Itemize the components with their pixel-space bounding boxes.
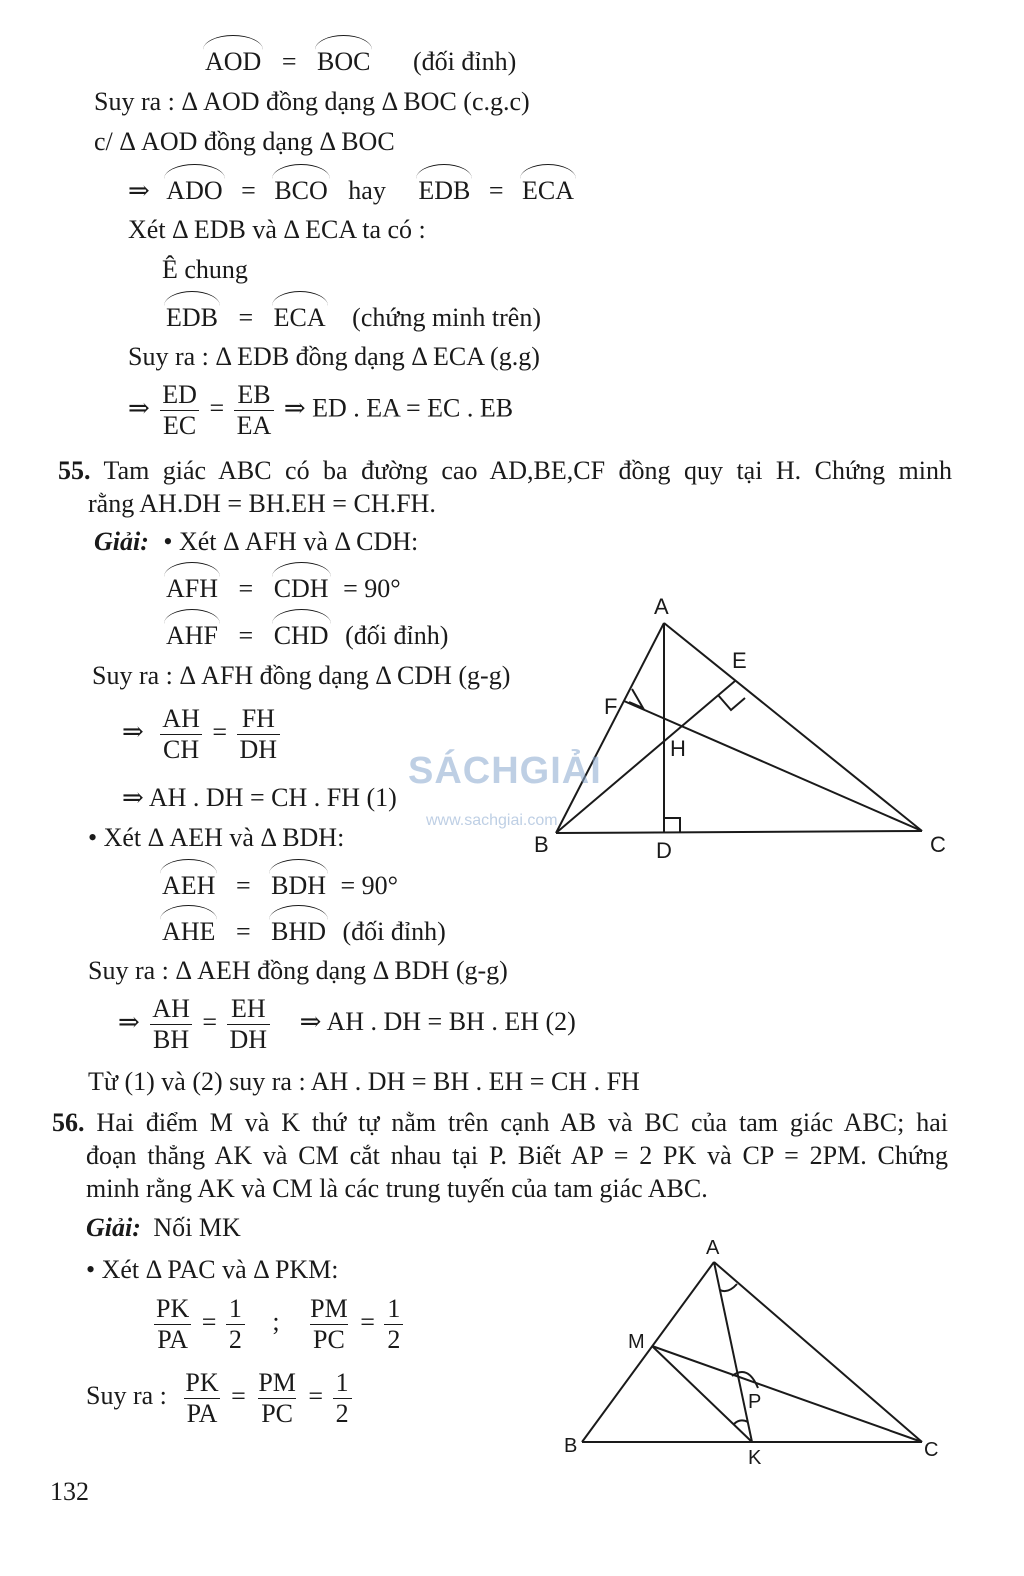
line-xet-aeh-bdh: • Xét Δ AEH và Δ BDH: — [88, 823, 345, 852]
line-xet-edb-eca: Xét Δ EDB và Δ ECA ta có : — [128, 215, 426, 244]
line-ahf-chd: AHF = CHD (đối đỉnh) — [166, 618, 448, 652]
angle-edb-2: EDB — [166, 300, 218, 334]
angle-afh: AFH — [166, 571, 218, 605]
line-xet-pac-pkm: • Xét Δ PAC và Δ PKM: — [86, 1255, 339, 1284]
angle-bhd: BHD — [271, 914, 326, 948]
fraction-ah-bh: $\frac{AH}{BH}$ — [149, 994, 193, 1055]
right-angle-e — [718, 695, 745, 710]
fraction-1-2-a: $\frac{1}{2}$ — [226, 1294, 245, 1355]
label-h: H — [670, 736, 686, 761]
angle-bco: BCO — [274, 173, 327, 207]
angle-boc: BOC — [317, 44, 370, 78]
fraction-pk-pa: $\frac{PK}{PA}$ — [156, 1294, 190, 1354]
label-c: C — [930, 832, 946, 857]
fraction-1-2-c: $\frac{1}{2}$ — [333, 1368, 352, 1429]
angle-mark-k — [734, 1420, 748, 1424]
line-suy-ra-aod-boc: Suy ra : Δ AOD đồng dạng Δ BOC (c.g.c) — [94, 87, 530, 116]
fraction-fh-dh: $\frac{FH}{DH}$ — [237, 704, 281, 765]
segment-bc — [556, 831, 922, 833]
label-a-56: A — [706, 1237, 720, 1259]
angle-eca-2: ECA — [274, 300, 326, 334]
problem-56-number: 56. — [52, 1108, 85, 1137]
fraction-eb-ea: $\frac{EB}{EA}$ — [234, 380, 275, 441]
angle-aeh: AEH — [162, 868, 215, 902]
line-suy-ra-edb-eca: Suy ra : Δ EDB đồng dạng Δ ECA (g.g) — [128, 342, 540, 371]
label-b-56: B — [564, 1435, 578, 1457]
figure-55-triangle — [520, 590, 960, 865]
label-e: E — [732, 648, 747, 673]
line-conclusion-55: Từ (1) và (2) suy ra : AH . DH = BH . EH = CH . FH — [88, 1067, 640, 1096]
line-ado-bco: ⇒ ADO = BCO hay EDB = ECA — [128, 173, 574, 207]
angle-bdh: BDH — [271, 868, 326, 902]
page-number: 132 — [50, 1477, 89, 1506]
altitude-cf — [624, 701, 922, 831]
fraction-1-2-b: $\frac{1}{2}$ — [384, 1294, 403, 1355]
angle-cdh: CDH — [274, 571, 329, 605]
fraction-ed-ec: $\frac{ED}{EC}$ — [159, 380, 200, 441]
angle-edb: EDB — [418, 173, 470, 207]
label-a: A — [654, 594, 669, 619]
line-suy-ra-aeh-bdh: Suy ra : Δ AEH đồng dạng Δ BDH (g-g) — [88, 956, 508, 985]
label-d: D — [656, 838, 672, 863]
problem-56-statement: 56. Hai điểm M và K thứ tự nằm trên cạnh AB và BC của tam giác ABC; hai đoạn thẳng AK và CM cắt nhau tại P. Biết AP = 2 PK và CP = 2PM. Chứng minh rằng AK và CM là các trung tuyến của tam giác ABC. — [52, 1108, 949, 1203]
line-giai-55: Giải: • Xét Δ AFH và Δ CDH: — [94, 527, 419, 556]
line-e-chung: Ê chung — [162, 255, 248, 284]
figure-56-triangle — [560, 1232, 950, 1472]
line-ratio-ah-ch: ⇒ $\frac{AH}{CH}$ = $\frac{FH}{DH}$ — [122, 704, 283, 765]
segment-ac — [664, 623, 922, 831]
angle-aod: AOD — [205, 44, 261, 78]
label-f: F — [604, 694, 618, 719]
line-aod-boc: AOD = BOC (đối đỉnh) — [205, 44, 516, 78]
line-c-aod-boc: c/ Δ AOD đồng dạng Δ BOC — [94, 127, 395, 156]
fraction-pm-pc-2: $\frac{PM}{PC}$ — [258, 1368, 296, 1428]
segment-ab — [556, 623, 664, 833]
line-giai-56: Giải: Nối MK — [86, 1213, 241, 1242]
problem-55-number: 55. — [58, 456, 91, 485]
watermark-brand: SÁCHGIẢI — [408, 750, 602, 792]
angle-mark-a — [720, 1284, 737, 1291]
line-afh-cdh: AFH = CDH = 90° — [166, 571, 401, 605]
line-aeh-bdh: AEH = BDH = 90° — [162, 868, 398, 902]
segment-mk — [652, 1346, 752, 1442]
fraction-ah-ch: $\frac{AH}{CH}$ — [159, 704, 203, 765]
line-suy-ra-afh-cdh: Suy ra : Δ AFH đồng dạng Δ CDH (g-g) — [92, 661, 511, 690]
label-m-56: M — [628, 1331, 645, 1353]
label-c-56: C — [924, 1439, 939, 1461]
line-suy-ra-56: Suy ra : $\frac{PK}{PA}$ = $\frac{PM}{PC}$ = $\frac{1}{2}$ — [86, 1368, 355, 1429]
angle-ahf: AHF — [166, 618, 218, 652]
line-result-1: ⇒ AH . DH = CH . FH (1) — [122, 783, 397, 812]
line-edb-eca: EDB = ECA (chứng minh trên) — [166, 300, 541, 334]
line-ahe-bhd: AHE = BHD (đối đỉnh) — [162, 914, 446, 948]
giai-label-55: Giải: — [94, 527, 149, 556]
angle-ado: ADO — [166, 173, 222, 207]
line-ratio-ah-bh: ⇒ $\frac{AH}{BH}$ = $\frac{EH}{DH}$ ⇒ AH . DH = BH . EH (2) — [118, 994, 576, 1054]
segment-cm — [652, 1346, 922, 1442]
angle-eca: ECA — [522, 173, 574, 207]
label-p-56: P — [748, 1391, 762, 1413]
fraction-eh-dh: $\frac{EH}{DH}$ — [227, 994, 271, 1055]
line-ratios-pk-pa: $\frac{PK}{PA}$ = $\frac{1}{2}$ ; $\frac{PM}{PC}$ = $\frac{1}{2}$ — [150, 1294, 406, 1355]
right-angle-d — [664, 818, 680, 833]
watermark-url: www.sachgiai.com — [426, 812, 558, 829]
fraction-pm-pc: $\frac{PM}{PC}$ — [310, 1294, 348, 1354]
line-ratio-ed-ec: ⇒ $\frac{ED}{EC}$ = $\frac{EB}{EA}$ ⇒ ED . EA = EC . EB — [128, 380, 514, 440]
segment-ac-56 — [714, 1262, 922, 1442]
problem-55-statement: 55. Tam giác ABC có ba đường cao AD,BE,CF đồng quy tại H. Chứng minh rằng AH.DH = BH.EH = CH.FH. — [58, 456, 952, 518]
label-k-56: K — [748, 1447, 762, 1469]
angle-chd: CHD — [274, 618, 329, 652]
label-b: B — [534, 832, 549, 857]
giai-label-56: Giải: — [86, 1213, 141, 1242]
fraction-pk-pa-2: $\frac{PK}{PA}$ — [185, 1368, 219, 1428]
angle-ahe: AHE — [162, 914, 215, 948]
segment-ab-56 — [582, 1262, 714, 1442]
